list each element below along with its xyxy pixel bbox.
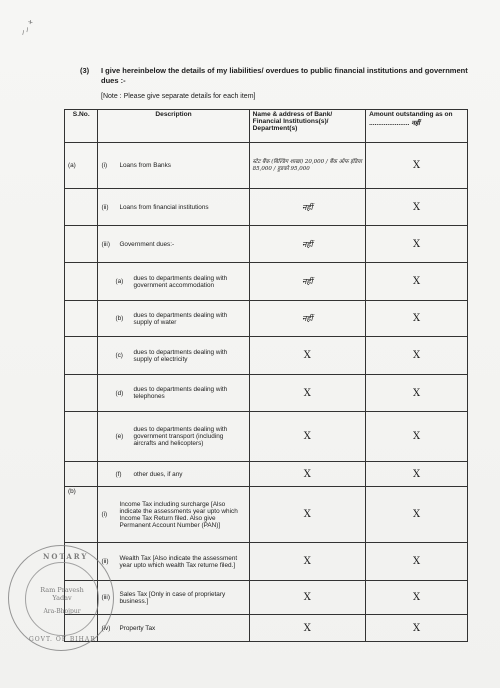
row-name-handwritten: X: [249, 543, 365, 581]
table-header-row: [65, 110, 468, 143]
row-amount-mark: X: [366, 337, 468, 375]
row-sub: (a): [115, 278, 124, 285]
header-amount-handwritten: नहीं: [411, 119, 420, 127]
row-description: [98, 462, 249, 487]
stamp-place-text: Ara-Bhojpur: [43, 608, 81, 615]
table-row: [65, 301, 468, 337]
row-name-handwritten: X: [249, 337, 365, 375]
section-note: [Note : Please give separate details for each item]: [101, 93, 256, 100]
row-name-handwritten: नहीं: [249, 189, 365, 226]
row-desc-text: dues to departments dealing with telephones: [133, 386, 228, 400]
row-desc-text: dues to departments dealing with government accommodation: [133, 274, 228, 289]
header-description: Description: [98, 110, 249, 143]
row-description: [98, 412, 249, 462]
row-desc-text: Loans from Banks: [119, 162, 171, 169]
row-sub: (f): [115, 470, 122, 478]
row-sno: [65, 462, 98, 487]
row-amount-mark: X: [366, 487, 468, 543]
row-description: [98, 226, 249, 263]
row-amount-mark: X: [366, 615, 468, 642]
row-sub: (iv): [101, 624, 111, 632]
table-row: [65, 189, 468, 226]
row-amount-mark: X: [366, 226, 468, 263]
row-sub: (c): [115, 352, 123, 359]
row-description: [98, 189, 249, 226]
row-sno: (a): [65, 143, 98, 189]
row-amount-mark: X: [366, 143, 468, 189]
row-sno: [65, 375, 98, 412]
row-desc-text: dues to departments dealing with supply of water: [133, 311, 228, 326]
row-sub: (ii): [101, 203, 109, 211]
table-row: [65, 263, 468, 301]
row-description: [98, 543, 249, 581]
row-sub: (e): [115, 433, 124, 440]
row-name-handwritten: नहीं: [249, 263, 365, 301]
liabilities-table: [64, 109, 468, 642]
row-sub: (b): [115, 315, 124, 322]
table-row: [65, 375, 468, 412]
row-desc-text: dues to departments dealing with government transport (including aircrafts and helicopters): [133, 426, 228, 447]
row-name-handwritten: स्टेट बैंक (बिल्डिंग शाखा) 20,000 / बैंक ऑफ इंडिया 85,000 / हुडको 95,000: [249, 143, 365, 189]
row-name-handwritten: X: [249, 412, 365, 462]
row-sno: [65, 226, 98, 263]
table-row: [65, 581, 468, 615]
row-sno: [65, 189, 98, 226]
row-amount-mark: X: [366, 375, 468, 412]
row-desc-text: Wealth Tax [Also indicate the assessment year upto which wealth Tax returne filed.]: [119, 554, 238, 569]
stamp-bottom-text: GOVT. OF BIHAR: [29, 636, 96, 643]
header-amount: [366, 110, 468, 143]
table-row: [65, 487, 468, 543]
row-name-handwritten: X: [249, 375, 365, 412]
notary-stamp: [8, 545, 114, 651]
row-name-handwritten: X: [249, 581, 365, 615]
row-sno: [65, 263, 98, 301]
row-desc-text: other dues, if any: [133, 470, 183, 478]
table-row: [65, 337, 468, 375]
row-description: [98, 143, 249, 189]
row-sub: (d): [115, 389, 124, 397]
row-sno: [65, 337, 98, 375]
row-name-handwritten: नहीं: [249, 226, 365, 263]
row-amount-mark: X: [366, 581, 468, 615]
row-desc-text: Income Tax including surcharge [Also indicate the assessments year upto which Income Tax Return filed. Also give Permanent Account Number (PAN)]: [119, 500, 238, 529]
row-sno: [65, 412, 98, 462]
section-heading: I give hereinbelow the details of my liabilities/ overdues to public financial institutions and government dues :-: [101, 66, 468, 85]
row-name-handwritten: X: [249, 615, 365, 642]
row-sub: (iii): [101, 240, 110, 248]
row-desc-text: Loans from financial institutions: [119, 203, 209, 211]
row-description: [98, 615, 249, 642]
row-desc-text: Property Tax: [119, 624, 156, 632]
table-row: [65, 462, 468, 487]
row-amount-mark: X: [366, 543, 468, 581]
stamp-name-text: Ram Pravesh Yadav: [40, 586, 84, 602]
row-amount-mark: X: [366, 189, 468, 226]
row-desc-text: dues to departments dealing with supply of electricity: [133, 348, 228, 363]
row-description: [98, 375, 249, 412]
row-sub: (iii): [101, 594, 110, 601]
table-row: [65, 143, 468, 189]
row-sno: [65, 301, 98, 337]
row-description: [98, 301, 249, 337]
row-description: [98, 487, 249, 543]
row-sub: (i): [101, 162, 108, 169]
row-description: [98, 337, 249, 375]
table-row: [65, 615, 468, 642]
row-amount-mark: X: [366, 263, 468, 301]
stamp-top-text: NOTARY: [43, 552, 89, 561]
row-name-handwritten: नहीं: [249, 301, 365, 337]
row-amount-mark: X: [366, 301, 468, 337]
row-description: [98, 263, 249, 301]
section-number: (3): [80, 66, 90, 75]
row-name-handwritten: X: [249, 462, 365, 487]
row-amount-mark: X: [366, 462, 468, 487]
margin-scribble: ⸝⸝ ˟: [17, 19, 37, 38]
row-desc-text: Government dues:-: [119, 240, 175, 248]
row-name-handwritten: X: [249, 487, 365, 543]
table-row: [65, 412, 468, 462]
row-sub: (i): [101, 511, 108, 518]
row-sub: (ii): [101, 558, 109, 565]
header-sno: S.No.: [65, 110, 98, 143]
row-desc-text: Sales Tax [Only in case of proprietary business.]: [119, 590, 226, 605]
header-amount-label: Amount outstanding as on ......................: [369, 111, 453, 127]
row-sno: (b): [65, 487, 98, 543]
row-amount-mark: X: [366, 412, 468, 462]
table-row: [65, 543, 468, 581]
table-row: [65, 226, 468, 263]
header-name: Name & address of Bank/ Financial Institutions(s)/ Department(s): [249, 110, 365, 143]
row-description: [98, 581, 249, 615]
